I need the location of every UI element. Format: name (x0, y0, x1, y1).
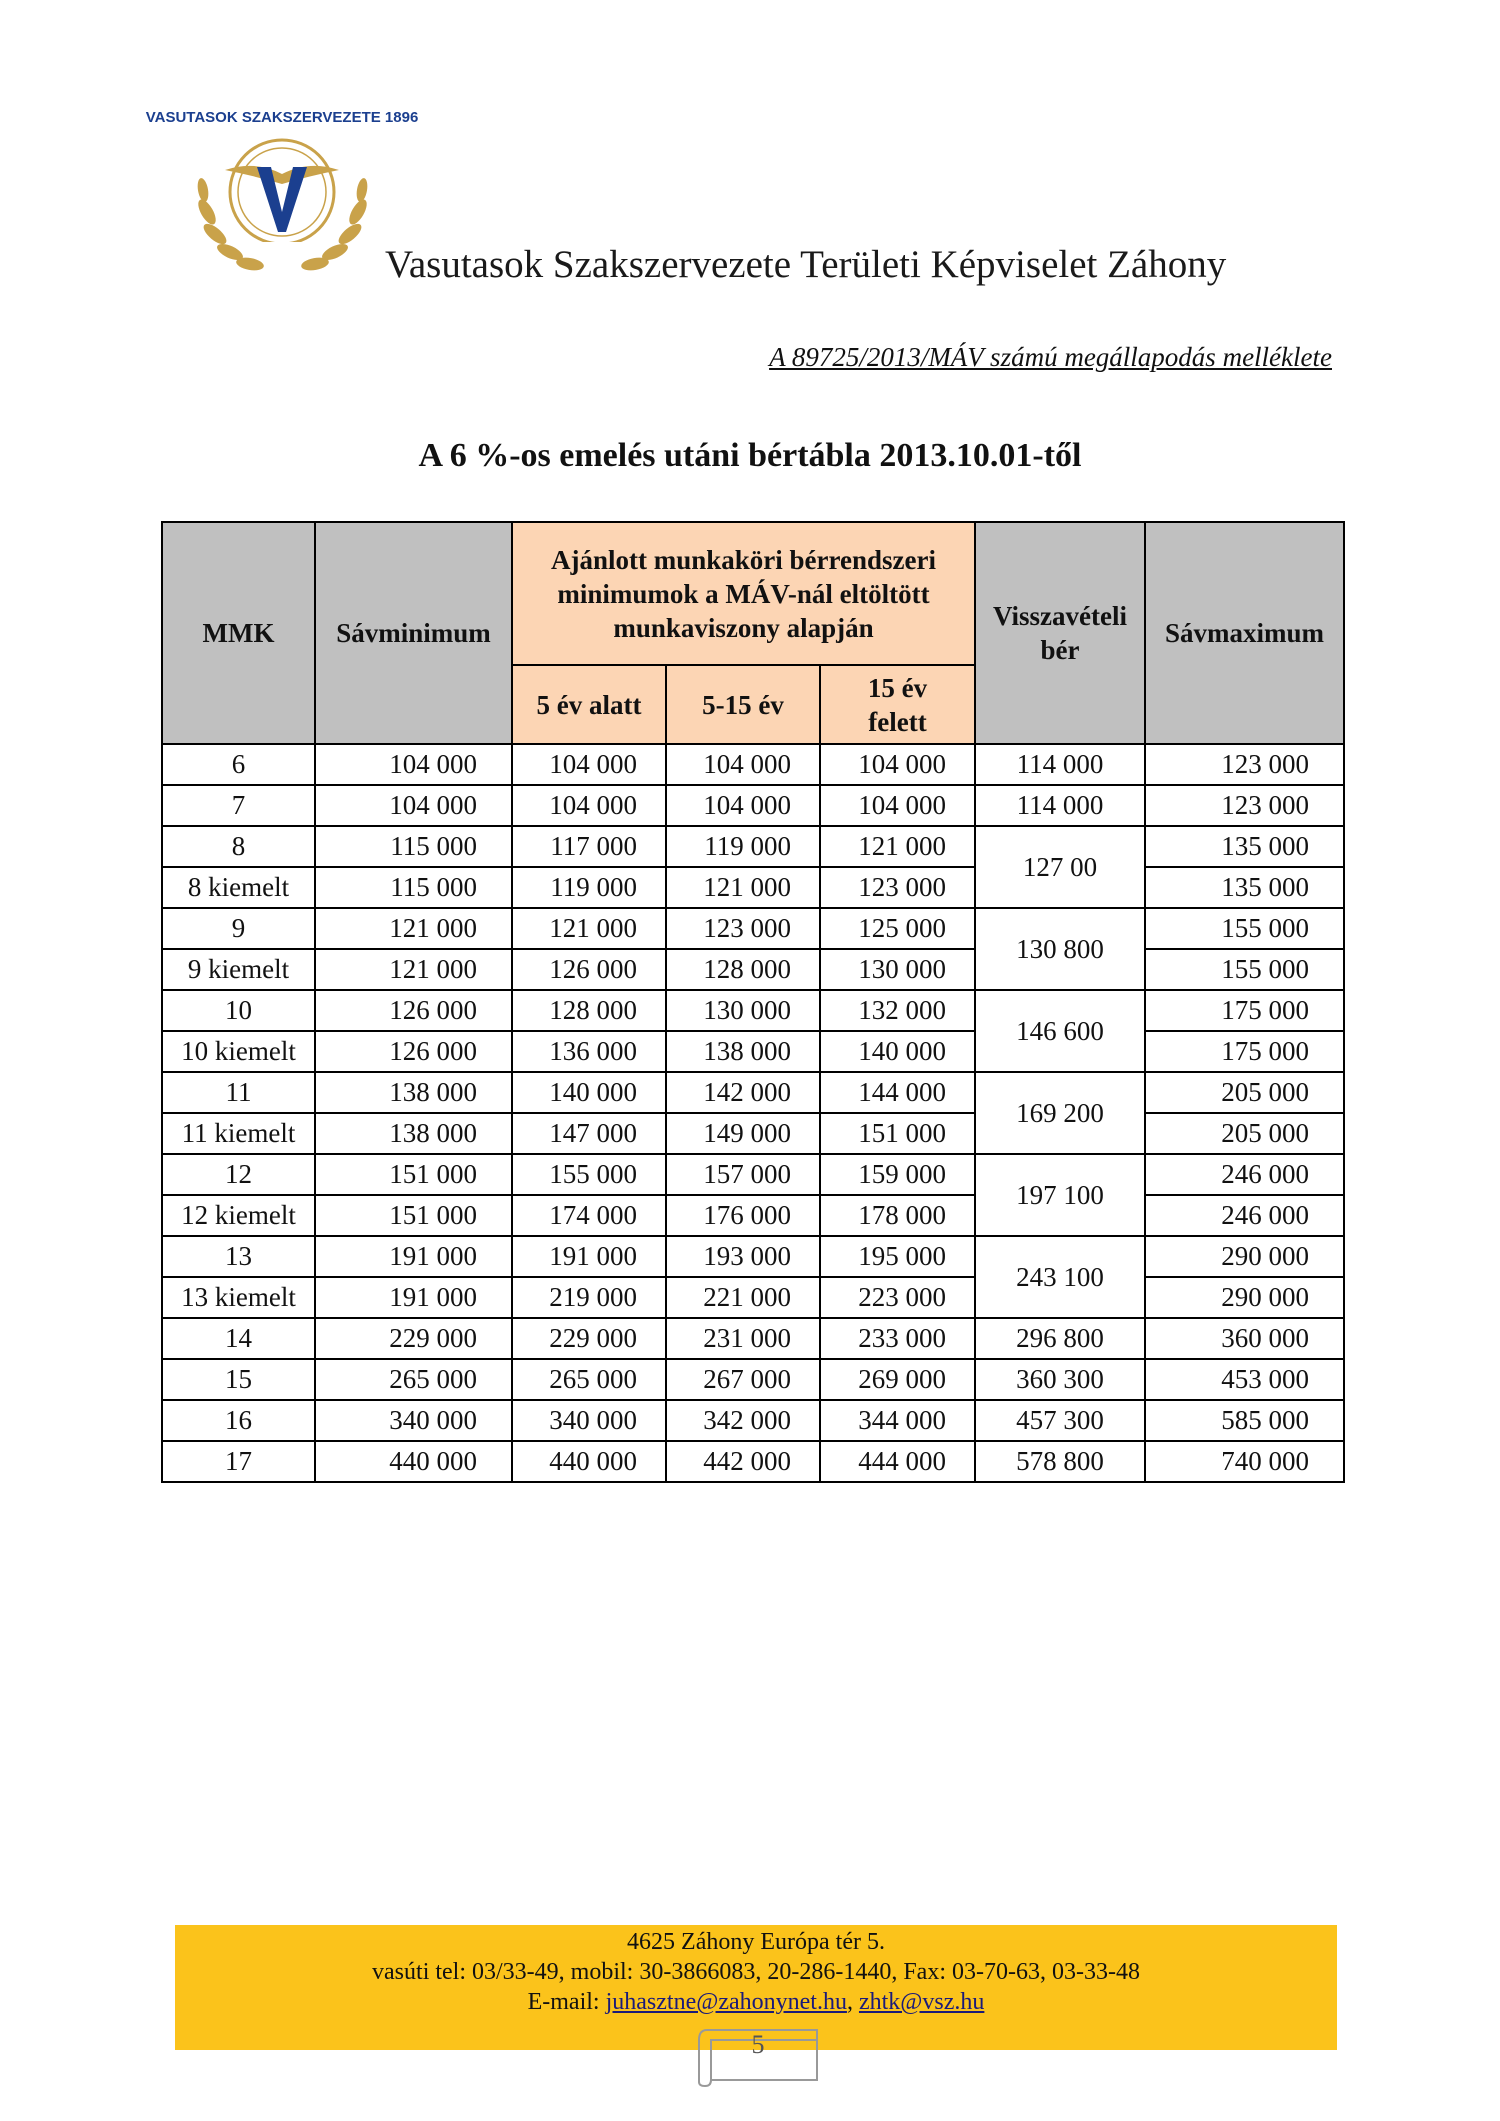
header-mmk: MMK (162, 522, 315, 744)
table-row (162, 1236, 1344, 1277)
cell-5-ev-alatt: 136 000 (512, 1031, 666, 1072)
cell-mmk: 13 (162, 1236, 315, 1277)
cell-savminimum: 151 000 (315, 1195, 512, 1236)
cell-5-15-ev: 123 000 (666, 908, 820, 949)
footer-email-label: E-mail: (527, 1989, 600, 2015)
cell-15-ev-felett: 269 000 (820, 1359, 975, 1400)
header-savmaximum: Sávmaximum (1145, 522, 1344, 744)
cell-mmk: 11 (162, 1072, 315, 1113)
table-row (162, 826, 1344, 867)
cell-savminimum: 104 000 (315, 744, 512, 785)
cell-mmk: 10 (162, 990, 315, 1031)
cell-mmk: 9 (162, 908, 315, 949)
cell-savminimum: 191 000 (315, 1277, 512, 1318)
cell-savminimum: 229 000 (315, 1318, 512, 1359)
table-row (162, 1195, 1344, 1236)
cell-visszaveteli: 243 100 (975, 1236, 1145, 1318)
table-row (162, 949, 1344, 990)
cell-5-15-ev: 231 000 (666, 1318, 820, 1359)
table-row (162, 785, 1344, 826)
cell-visszaveteli: 127 00 (975, 826, 1145, 908)
cell-5-ev-alatt: 119 000 (512, 867, 666, 908)
cell-5-15-ev: 176 000 (666, 1195, 820, 1236)
cell-15-ev-felett: 140 000 (820, 1031, 975, 1072)
cell-visszaveteli: 360 300 (975, 1359, 1145, 1400)
footer-email-link-1[interactable]: juhasztne@zahonynet.hu (605, 1989, 847, 2015)
cell-visszaveteli: 169 200 (975, 1072, 1145, 1154)
cell-savmaximum: 360 000 (1145, 1318, 1344, 1359)
cell-15-ev-felett: 132 000 (820, 990, 975, 1031)
cell-5-15-ev: 193 000 (666, 1236, 820, 1277)
cell-savminimum: 115 000 (315, 867, 512, 908)
cell-5-15-ev: 342 000 (666, 1400, 820, 1441)
cell-visszaveteli: 197 100 (975, 1154, 1145, 1236)
cell-5-ev-alatt: 440 000 (512, 1441, 666, 1482)
cell-visszaveteli: 457 300 (975, 1400, 1145, 1441)
table-row (162, 1400, 1344, 1441)
header-visszaveteli: Visszavételi bér (975, 522, 1145, 744)
cell-savminimum: 121 000 (315, 908, 512, 949)
cell-mmk: 8 (162, 826, 315, 867)
cell-savmaximum: 175 000 (1145, 1031, 1344, 1072)
cell-15-ev-felett: 151 000 (820, 1113, 975, 1154)
cell-15-ev-felett: 104 000 (820, 744, 975, 785)
cell-mmk: 9 kiemelt (162, 949, 315, 990)
cell-savminimum: 340 000 (315, 1400, 512, 1441)
cell-15-ev-felett: 130 000 (820, 949, 975, 990)
cell-5-ev-alatt: 128 000 (512, 990, 666, 1031)
cell-5-ev-alatt: 191 000 (512, 1236, 666, 1277)
cell-5-ev-alatt: 147 000 (512, 1113, 666, 1154)
cell-savmaximum: 155 000 (1145, 949, 1344, 990)
footer-email-separator: , (846, 1989, 853, 2015)
cell-savmaximum: 246 000 (1145, 1154, 1344, 1195)
cell-savminimum: 265 000 (315, 1359, 512, 1400)
cell-15-ev-felett: 233 000 (820, 1318, 975, 1359)
cell-mmk: 6 (162, 744, 315, 785)
header-15-ev-felett: 15 év felett (820, 665, 975, 744)
cell-15-ev-felett: 121 000 (820, 826, 975, 867)
cell-savmaximum: 123 000 (1145, 785, 1344, 826)
cell-mmk: 17 (162, 1441, 315, 1482)
cell-5-15-ev: 221 000 (666, 1277, 820, 1318)
cell-5-ev-alatt: 140 000 (512, 1072, 666, 1113)
union-logo (145, 92, 419, 277)
footer-phones: vasúti tel: 03/33-49, mobil: 30-3866083, 20-286-1440, Fax: 03-70-63, 03-33-48 (372, 1959, 1140, 1985)
cell-5-ev-alatt: 265 000 (512, 1359, 666, 1400)
cell-5-ev-alatt: 174 000 (512, 1195, 666, 1236)
cell-5-15-ev: 128 000 (666, 949, 820, 990)
cell-15-ev-felett: 195 000 (820, 1236, 975, 1277)
cell-5-ev-alatt: 104 000 (512, 744, 666, 785)
cell-savmaximum: 290 000 (1145, 1277, 1344, 1318)
cell-mmk: 15 (162, 1359, 315, 1400)
cell-savminimum: 121 000 (315, 949, 512, 990)
cell-savmaximum: 585 000 (1145, 1400, 1344, 1441)
cell-5-15-ev: 138 000 (666, 1031, 820, 1072)
cell-mmk: 12 (162, 1154, 315, 1195)
cell-visszaveteli: 296 800 (975, 1318, 1145, 1359)
table-row (162, 990, 1344, 1031)
cell-5-ev-alatt: 340 000 (512, 1400, 666, 1441)
cell-15-ev-felett: 104 000 (820, 785, 975, 826)
cell-visszaveteli: 578 800 (975, 1441, 1145, 1482)
org-name: Vasutasok Szakszervezete Területi Képviselet Záhony (385, 243, 1227, 286)
cell-savmaximum: 123 000 (1145, 744, 1344, 785)
cell-15-ev-felett: 144 000 (820, 1072, 975, 1113)
header-5-15-ev: 5-15 év (666, 665, 820, 744)
cell-savmaximum: 453 000 (1145, 1359, 1344, 1400)
footer-address: 4625 Záhony Európa tér 5. (627, 1929, 885, 1955)
cell-mmk: 13 kiemelt (162, 1277, 315, 1318)
cell-mmk: 8 kiemelt (162, 867, 315, 908)
cell-mmk: 7 (162, 785, 315, 826)
cell-visszaveteli: 114 000 (975, 744, 1145, 785)
table-row (162, 1154, 1344, 1195)
cell-visszaveteli: 114 000 (975, 785, 1145, 826)
cell-visszaveteli: 146 600 (975, 990, 1145, 1072)
table-row (162, 1031, 1344, 1072)
cell-5-15-ev: 104 000 (666, 785, 820, 826)
footer-email-line (175, 1987, 1337, 2017)
cell-savmaximum: 290 000 (1145, 1236, 1344, 1277)
cell-mmk: 14 (162, 1318, 315, 1359)
cell-5-15-ev: 130 000 (666, 990, 820, 1031)
cell-5-ev-alatt: 126 000 (512, 949, 666, 990)
table-row (162, 1359, 1344, 1400)
page-title: A 6 %-os emelés utáni bértábla 2013.10.01-től (418, 437, 1082, 474)
wage-table (161, 521, 1345, 1483)
cell-savminimum: 440 000 (315, 1441, 512, 1482)
header-savminimum: Sávminimum (315, 522, 512, 744)
cell-visszaveteli: 130 800 (975, 908, 1145, 990)
cell-savminimum: 126 000 (315, 990, 512, 1031)
cell-savmaximum: 135 000 (1145, 867, 1344, 908)
cell-5-ev-alatt: 117 000 (512, 826, 666, 867)
footer-email-link-2[interactable]: zhtk@vsz.hu (858, 1989, 985, 2015)
cell-savmaximum: 155 000 (1145, 908, 1344, 949)
cell-15-ev-felett: 344 000 (820, 1400, 975, 1441)
table-row (162, 1277, 1344, 1318)
cell-5-15-ev: 104 000 (666, 744, 820, 785)
cell-savminimum: 191 000 (315, 1236, 512, 1277)
table-body (162, 744, 1344, 1482)
logo-text: VASUTASOK SZAKSZERVEZETE 1896 (145, 109, 419, 126)
cell-savminimum: 151 000 (315, 1154, 512, 1195)
cell-savmaximum: 740 000 (1145, 1441, 1344, 1482)
cell-5-15-ev: 157 000 (666, 1154, 820, 1195)
cell-5-ev-alatt: 155 000 (512, 1154, 666, 1195)
cell-savmaximum: 175 000 (1145, 990, 1344, 1031)
annex-note: A 89725/2013/MÁV számú megállapodás melléklete (769, 342, 1332, 372)
cell-5-ev-alatt: 121 000 (512, 908, 666, 949)
cell-savminimum: 138 000 (315, 1072, 512, 1113)
cell-5-15-ev: 121 000 (666, 867, 820, 908)
cell-5-15-ev: 119 000 (666, 826, 820, 867)
cell-savminimum: 126 000 (315, 1031, 512, 1072)
cell-15-ev-felett: 444 000 (820, 1441, 975, 1482)
cell-mmk: 16 (162, 1400, 315, 1441)
cell-savminimum: 104 000 (315, 785, 512, 826)
cell-savmaximum: 205 000 (1145, 1113, 1344, 1154)
cell-savmaximum: 246 000 (1145, 1195, 1344, 1236)
table-row (162, 908, 1344, 949)
cell-savminimum: 115 000 (315, 826, 512, 867)
cell-5-ev-alatt: 229 000 (512, 1318, 666, 1359)
cell-savminimum: 138 000 (315, 1113, 512, 1154)
table-row (162, 1113, 1344, 1154)
cell-mmk: 10 kiemelt (162, 1031, 315, 1072)
cell-5-ev-alatt: 104 000 (512, 785, 666, 826)
cell-5-15-ev: 267 000 (666, 1359, 820, 1400)
table-row (162, 1072, 1344, 1113)
table-row (162, 1441, 1344, 1482)
table-row (162, 1318, 1344, 1359)
cell-5-15-ev: 442 000 (666, 1441, 820, 1482)
page-number: 5 (751, 2030, 765, 2059)
cell-15-ev-felett: 223 000 (820, 1277, 975, 1318)
cell-5-15-ev: 149 000 (666, 1113, 820, 1154)
cell-5-15-ev: 142 000 (666, 1072, 820, 1113)
cell-mmk: 11 kiemelt (162, 1113, 315, 1154)
cell-15-ev-felett: 178 000 (820, 1195, 975, 1236)
header-5-ev-alatt: 5 év alatt (512, 665, 666, 744)
cell-savmaximum: 205 000 (1145, 1072, 1344, 1113)
cell-15-ev-felett: 159 000 (820, 1154, 975, 1195)
cell-15-ev-felett: 125 000 (820, 908, 975, 949)
cell-savmaximum: 135 000 (1145, 826, 1344, 867)
table-row (162, 744, 1344, 785)
cell-15-ev-felett: 123 000 (820, 867, 975, 908)
header-group: Ajánlott munkaköri bérrendszeri minimumok a MÁV-nál eltöltött munkaviszony alapján (512, 522, 975, 665)
cell-5-ev-alatt: 219 000 (512, 1277, 666, 1318)
table-row (162, 867, 1344, 908)
cell-mmk: 12 kiemelt (162, 1195, 315, 1236)
